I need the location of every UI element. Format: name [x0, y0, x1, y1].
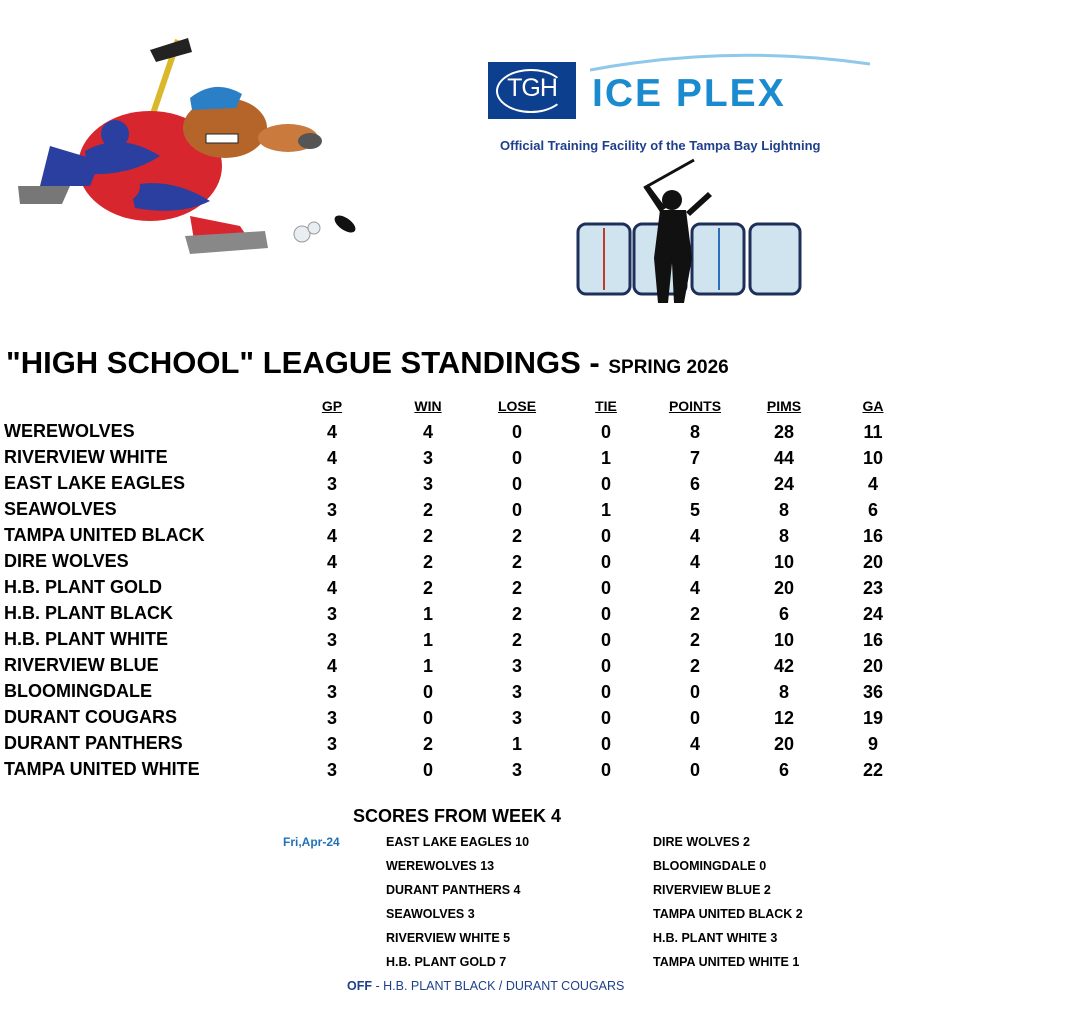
standings-row [0, 447, 1067, 473]
game-result [0, 955, 1067, 979]
stat-points: 4 [689, 578, 700, 598]
stat-ga: 19 [862, 708, 884, 728]
stat-win: 2 [422, 526, 433, 546]
stat-gp: 3 [326, 604, 337, 624]
stat-ga: 4 [867, 474, 878, 494]
stat-ga: 11 [863, 422, 883, 442]
stat-points: 2 [689, 630, 700, 650]
stat-pims: 8 [778, 682, 789, 702]
stat-ga: 16 [862, 630, 884, 650]
game-date: Fri,Apr-24 [283, 835, 340, 849]
standings-row [0, 759, 1067, 785]
standings-row [0, 525, 1067, 551]
away-team-score: TAMPA UNITED BLACK 2 [653, 907, 803, 921]
stat-lose: 3 [511, 656, 522, 676]
off-label: OFF [347, 979, 372, 993]
stat-lose: 2 [511, 578, 522, 598]
stat-win: 2 [422, 578, 433, 598]
team-name: DIRE WOLVES [4, 551, 129, 571]
stat-lose: 3 [511, 760, 522, 780]
stat-pims: 42 [773, 656, 795, 676]
home-team-score: WEREWOLVES 13 [386, 859, 495, 873]
standings-row [0, 681, 1067, 707]
stat-points: 8 [689, 422, 700, 442]
stat-win: 2 [422, 500, 433, 520]
facility-tagline: Official Training Facility of the Tampa Bay Lightning [500, 138, 821, 153]
stat-ga: 10 [862, 448, 884, 468]
team-name: TAMPA UNITED WHITE [4, 759, 200, 779]
stat-lose: 2 [511, 526, 522, 546]
standings-row [0, 603, 1067, 629]
stat-points: 4 [689, 526, 700, 546]
home-team-score: SEAWOLVES 3 [386, 907, 475, 921]
game-result [0, 835, 1067, 859]
stat-points: 0 [689, 682, 700, 702]
column-header-pims: PIMS [766, 398, 802, 414]
stat-win: 2 [422, 552, 433, 572]
stat-tie: 0 [600, 734, 611, 754]
title-main: "HIGH SCHOOL" LEAGUE STANDINGS - [6, 345, 609, 380]
column-header-gp: GP [321, 398, 343, 414]
off-teams: - H.B. PLANT BLACK / DURANT COUGARS [372, 979, 625, 993]
game-result [0, 859, 1067, 883]
standings-row [0, 707, 1067, 733]
stat-lose: 0 [511, 500, 522, 520]
title-season: SPRING 2026 [608, 357, 729, 378]
stat-points: 7 [689, 448, 700, 468]
stat-tie: 1 [600, 448, 611, 468]
stat-pims: 44 [773, 448, 795, 468]
team-name: TAMPA UNITED BLACK [4, 525, 205, 545]
stat-gp: 3 [326, 734, 337, 754]
stat-win: 0 [422, 760, 433, 780]
team-name: BLOOMINGDALE [4, 681, 152, 701]
home-team-score: DURANT PANTHERS 4 [386, 883, 521, 897]
stat-tie: 0 [600, 760, 611, 780]
away-team-score: RIVERVIEW BLUE 2 [653, 883, 771, 897]
stat-win: 1 [422, 630, 433, 650]
stat-pims: 12 [773, 708, 795, 728]
stat-tie: 0 [600, 708, 611, 728]
standings-row [0, 421, 1067, 447]
stat-lose: 0 [511, 422, 522, 442]
stat-pims: 20 [773, 578, 795, 598]
stat-ga: 20 [862, 552, 884, 572]
stat-points: 2 [689, 656, 700, 676]
stat-win: 4 [422, 422, 433, 442]
stat-gp: 3 [326, 630, 337, 650]
stat-ga: 22 [862, 760, 884, 780]
stat-pims: 6 [778, 760, 789, 780]
team-name: DURANT PANTHERS [4, 733, 183, 753]
stat-tie: 0 [600, 578, 611, 598]
away-team-score: H.B. PLANT WHITE 3 [653, 931, 778, 945]
standings-row [0, 629, 1067, 655]
standings-row [0, 733, 1067, 759]
team-name: WEREWOLVES [4, 421, 135, 441]
stat-points: 6 [689, 474, 700, 494]
stat-tie: 0 [600, 552, 611, 572]
stat-tie: 0 [600, 526, 611, 546]
column-header-tie: TIE [595, 398, 617, 414]
stat-win: 0 [422, 708, 433, 728]
scores-title: SCORES FROM WEEK 4 [353, 806, 562, 826]
stat-gp: 4 [326, 578, 337, 598]
stat-lose: 2 [511, 552, 522, 572]
game-result [0, 907, 1067, 931]
stat-win: 1 [422, 656, 433, 676]
stat-tie: 0 [600, 630, 611, 650]
stat-tie: 0 [600, 682, 611, 702]
iceplex-logo-text: ICE PLEX [592, 72, 786, 115]
stat-ga: 6 [867, 500, 878, 520]
stat-pims: 10 [773, 552, 795, 572]
stat-gp: 4 [326, 422, 337, 442]
stat-points: 4 [689, 552, 700, 572]
game-result [0, 883, 1067, 907]
column-header-ga: GA [862, 398, 884, 414]
away-team-score: DIRE WOLVES 2 [653, 835, 751, 849]
stat-pims: 8 [778, 526, 789, 546]
stat-gp: 3 [326, 500, 337, 520]
stat-ga: 24 [862, 604, 884, 624]
stat-lose: 0 [511, 448, 522, 468]
stat-tie: 0 [600, 422, 611, 442]
stat-win: 0 [422, 682, 433, 702]
home-team-score: EAST LAKE EAGLES 10 [386, 835, 530, 849]
stat-points: 0 [689, 760, 700, 780]
team-name: RIVERVIEW WHITE [4, 447, 168, 467]
stat-gp: 3 [326, 760, 337, 780]
team-name: H.B. PLANT WHITE [4, 629, 168, 649]
stat-lose: 3 [511, 708, 522, 728]
stat-tie: 0 [600, 656, 611, 676]
stat-pims: 8 [778, 500, 789, 520]
stat-tie: 0 [600, 474, 611, 494]
stat-gp: 4 [326, 656, 337, 676]
stat-gp: 4 [326, 526, 337, 546]
team-name: SEAWOLVES [4, 499, 117, 519]
team-name: RIVERVIEW BLUE [4, 655, 159, 675]
stat-lose: 1 [511, 734, 522, 754]
column-header-points: POINTS [668, 398, 722, 414]
stat-win: 3 [422, 474, 433, 494]
column-header-lose: LOSE [497, 398, 537, 414]
team-name: EAST LAKE EAGLES [4, 473, 186, 493]
standings-row [0, 655, 1067, 681]
stat-pims: 24 [773, 474, 795, 494]
tgh-logo-text: TGH [507, 74, 557, 102]
standings-row [0, 473, 1067, 499]
team-name: H.B. PLANT GOLD [4, 577, 162, 597]
game-result [0, 931, 1067, 955]
standings-row [0, 577, 1067, 603]
stat-pims: 6 [778, 604, 789, 624]
stat-pims: 20 [773, 734, 795, 754]
stat-ga: 23 [862, 578, 884, 598]
stat-win: 3 [422, 448, 433, 468]
goal-logo-icon [574, 158, 806, 308]
away-team-score: TAMPA UNITED WHITE 1 [653, 955, 800, 969]
stat-gp: 3 [326, 708, 337, 728]
stat-gp: 3 [326, 682, 337, 702]
home-team-score: H.B. PLANT GOLD 7 [386, 955, 507, 969]
stat-lose: 3 [511, 682, 522, 702]
stat-win: 2 [422, 734, 433, 754]
standings-row [0, 499, 1067, 525]
page-title [6, 345, 729, 381]
stat-points: 0 [689, 708, 700, 728]
stat-points: 2 [689, 604, 700, 624]
stat-ga: 16 [862, 526, 884, 546]
stat-lose: 0 [511, 474, 522, 494]
stat-pims: 10 [773, 630, 795, 650]
stat-points: 5 [689, 500, 700, 520]
stat-win: 1 [422, 604, 433, 624]
stat-gp: 3 [326, 474, 337, 494]
hockey-mascot-icon [10, 36, 370, 266]
stat-points: 4 [689, 734, 700, 754]
stat-gp: 4 [326, 448, 337, 468]
team-name: H.B. PLANT BLACK [4, 603, 173, 623]
stat-ga: 20 [862, 656, 884, 676]
stat-tie: 1 [600, 500, 611, 520]
stat-ga: 36 [862, 682, 884, 702]
stat-pims: 28 [773, 422, 795, 442]
stat-lose: 2 [511, 604, 522, 624]
stat-ga: 9 [867, 734, 878, 754]
tgh-logo [488, 62, 576, 119]
team-name: DURANT COUGARS [4, 707, 177, 727]
standings-row [0, 551, 1067, 577]
off-teams-line [347, 979, 624, 993]
stat-tie: 0 [600, 604, 611, 624]
stat-gp: 4 [326, 552, 337, 572]
column-header-win: WIN [414, 398, 442, 414]
away-team-score: BLOOMINGDALE 0 [653, 859, 767, 873]
home-team-score: RIVERVIEW WHITE 5 [386, 931, 511, 945]
stat-lose: 2 [511, 630, 522, 650]
